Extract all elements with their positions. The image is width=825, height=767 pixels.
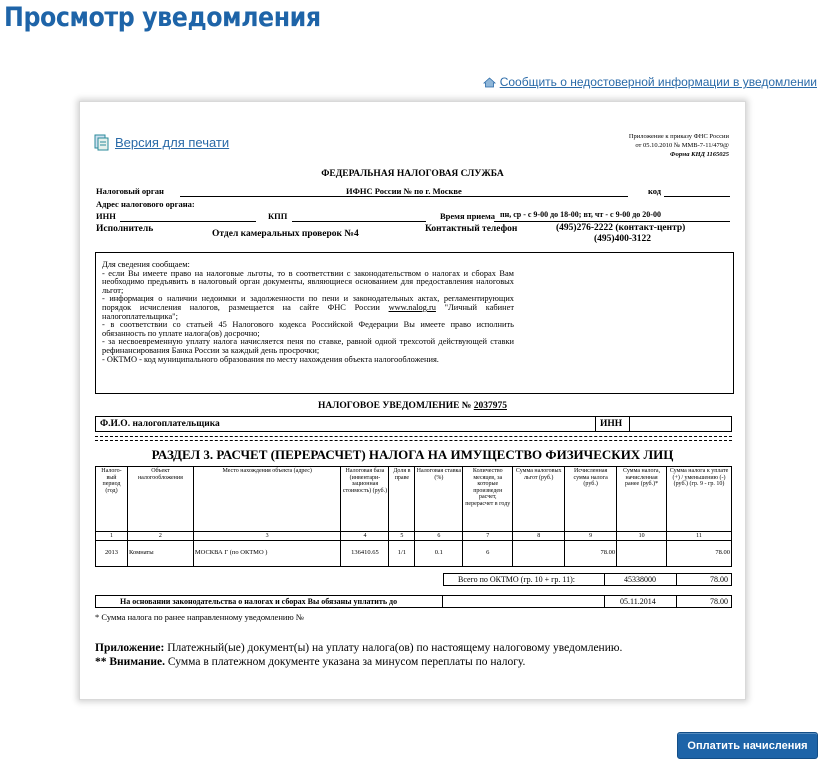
footnote: * Сумма налога по ранее направленному уведомлению № bbox=[95, 612, 305, 622]
column-number: 9 bbox=[565, 532, 617, 541]
column-number: 8 bbox=[513, 532, 565, 541]
table-header: Налого-вый период (год) bbox=[96, 467, 128, 532]
table-cell: 78.00 bbox=[667, 541, 732, 567]
column-number: 7 bbox=[463, 532, 513, 541]
info-text bbox=[102, 261, 514, 364]
tax-authority-underline bbox=[180, 196, 628, 197]
column-number: 2 bbox=[127, 532, 193, 541]
nalog-site-link[interactable]: www.nalog.ru bbox=[388, 302, 436, 312]
print-icon bbox=[94, 134, 109, 151]
phone-value-1: (495)276-2222 (контакт-центр) bbox=[556, 223, 686, 233]
info-p1: - если Вы имеете право на налоговые льготы, то в соответствии с законодательством о налогах и сборах Вам необходимо предъявить в налоговый орган документы, являющиеся основанием для предоставления налоговых льгот; bbox=[102, 268, 514, 295]
column-number: 5 bbox=[389, 532, 415, 541]
annex-line-3: Форма КНД 1165025 bbox=[670, 151, 729, 158]
total-divider-2 bbox=[676, 574, 677, 585]
fns-heading: ФЕДЕРАЛЬНАЯ НАЛОГОВАЯ СЛУЖБА bbox=[321, 169, 504, 179]
total-oktmo-label: Всего по ОКТМО (гр. 10 + гр. 11): bbox=[458, 575, 576, 584]
due-sum: 78.00 bbox=[710, 597, 728, 606]
info-p3: - в соответствии со статьей 45 Налогового кодекса Российской Федерации Вы имеете право исполнить обязанность по уплате налога(ов) досрочно; bbox=[102, 320, 514, 338]
total-oktmo-code: 45338000 bbox=[624, 575, 656, 584]
total-oktmo-bar bbox=[443, 573, 732, 586]
reception-underline bbox=[494, 221, 730, 222]
table-cell bbox=[617, 541, 667, 567]
annex-line-1: Приложение к приказу ФНС России bbox=[628, 133, 729, 140]
tax-authority-value: ИФНС России № по г. Москве bbox=[346, 186, 462, 196]
table-header: Сумма налоговых льгот (руб.) bbox=[513, 467, 565, 532]
table-header: Объект налогообложения bbox=[127, 467, 193, 532]
attention-line: ** Внимание. Сумма в платежном документе указана за минусом переплаты по налогу. bbox=[95, 656, 526, 668]
due-divider-3 bbox=[676, 596, 677, 607]
column-number: 3 bbox=[193, 532, 341, 541]
column-number: 4 bbox=[341, 532, 389, 541]
table-cell: 1/1 bbox=[389, 541, 415, 567]
due-divider-2 bbox=[604, 596, 605, 607]
table-header: Доля в праве bbox=[389, 467, 415, 532]
table-header-row bbox=[96, 467, 732, 532]
dashed-divider bbox=[95, 436, 732, 437]
table-header: Место нахождения объекта (адрес) bbox=[193, 467, 341, 532]
table-number-row bbox=[96, 532, 732, 541]
tax-authority-label: Налоговый орган bbox=[96, 186, 164, 196]
table-header: Сумма налога, начисленная ранее (руб.)* bbox=[617, 467, 667, 532]
payer-inn-label: ИНН bbox=[600, 419, 623, 429]
table-cell: 136410.65 bbox=[341, 541, 389, 567]
inn-underline bbox=[120, 221, 256, 222]
info-p4: - за несвоевременную уплату налога начисляется пеня по ставке, равной одной трехсотой действующей ставки рефинансирования Банка России за каждый день просрочки; bbox=[102, 337, 514, 355]
inn-label: ИНН bbox=[96, 211, 116, 221]
due-divider bbox=[442, 596, 443, 607]
due-bar bbox=[95, 595, 732, 608]
payer-divider bbox=[595, 417, 596, 431]
code-underline bbox=[664, 196, 730, 197]
tax-notice-document bbox=[79, 101, 746, 700]
house-icon bbox=[483, 77, 496, 88]
column-number: 11 bbox=[667, 532, 732, 541]
table-cell: МОСКВА Г (по ОКТМО ) bbox=[193, 541, 341, 567]
address-label: Адрес налогового органа: bbox=[96, 199, 195, 209]
reception-label: Время приема bbox=[440, 211, 495, 221]
annex-line-2: от 05.10.2010 № ММВ-7-11/479@ bbox=[635, 142, 729, 149]
column-number: 10 bbox=[617, 532, 667, 541]
table-header: Исчисленная сумма налога (руб.) bbox=[565, 467, 617, 532]
form-annex-header bbox=[629, 132, 729, 159]
payer-divider-2 bbox=[629, 417, 630, 431]
pay-charges-button[interactable]: Оплатить начисления bbox=[677, 732, 818, 759]
section-title: РАЗДЕЛ 3. РАСЧЕТ (ПЕРЕРАСЧЕТ) НАЛОГА НА ИМУЩЕСТВО ФИЗИЧЕСКИХ ЛИЦ bbox=[151, 447, 674, 462]
due-date: 05.11.2014 bbox=[620, 597, 656, 606]
table-cell: Комнаты bbox=[127, 541, 193, 567]
page-title: Просмотр уведомления bbox=[4, 2, 321, 33]
kpp-underline bbox=[292, 221, 426, 222]
attachment-note bbox=[95, 641, 622, 669]
print-version-link[interactable] bbox=[94, 134, 229, 151]
table-cell: 6 bbox=[463, 541, 513, 567]
notice-number: 2037975 bbox=[473, 401, 507, 411]
column-number: 6 bbox=[415, 532, 463, 541]
info-box bbox=[95, 252, 734, 394]
tax-calc-table bbox=[95, 466, 732, 567]
phone-label: Контактный телефон bbox=[425, 224, 518, 234]
due-label: На основании законодательства о налогах и сборах Вы обязаны уплатить до bbox=[120, 597, 398, 606]
code-label: код bbox=[648, 186, 662, 196]
info-intro: Для сведения сообщаем: bbox=[102, 260, 190, 269]
reception-value: пн, ср - с 9-00 до 18-00; вт, чт - с 9-00 до 20-00 bbox=[500, 210, 661, 219]
payer-name-label: Ф.И.О. налогоплательщика bbox=[100, 419, 220, 429]
table-header: Сумма налога к уплате (+) / уменьшению (-) (руб.) (гр. 9 - гр. 10) bbox=[667, 467, 732, 532]
table-cell: 78.00 bbox=[565, 541, 617, 567]
total-divider bbox=[604, 574, 605, 585]
info-p2: - информация о наличии недоимки и задолженности по пени и законодательных актах, регламентирующих порядок исчисления налогов, размещается на сайте ФНС России www.nalog.ru "Личный кабинет налогоплательщика"; bbox=[102, 294, 515, 321]
phone-value-2: (495)400-3122 bbox=[594, 234, 651, 244]
report-misinfo-label[interactable]: Сообщить о недостоверной информации в уведомлении bbox=[499, 75, 817, 89]
kpp-label: КПП bbox=[268, 211, 288, 221]
print-version-label[interactable]: Версия для печати bbox=[115, 135, 230, 150]
executor-value: Отдел камеральных проверок №4 bbox=[212, 229, 359, 239]
table-header: Количество месяцев, за которые произведен расчет, перерасчет в году bbox=[463, 467, 513, 532]
attachment-line: Приложение: Платежный(ые) документ(ы) на уплату налога(ов) по настоящему налоговому уведомлению. bbox=[95, 642, 623, 654]
table-cell: 2013 bbox=[96, 541, 128, 567]
column-number: 1 bbox=[96, 532, 128, 541]
report-misinfo-link[interactable] bbox=[483, 75, 817, 89]
dashed-divider-2 bbox=[95, 440, 732, 441]
total-oktmo-sum: 78.00 bbox=[710, 575, 728, 584]
executor-label: Исполнитель bbox=[96, 224, 154, 234]
notice-number-heading: НАЛОГОВОЕ УВЕДОМЛЕНИЕ № 2037975 bbox=[318, 401, 507, 411]
info-p5: - ОКТМО - код муниципального образования по месту нахождения объекта налогообложения. bbox=[102, 354, 439, 364]
table-row bbox=[96, 541, 732, 567]
table-header: Налоговая база (инвентари-зационная стоимость) (руб.) bbox=[341, 467, 389, 532]
table-cell bbox=[513, 541, 565, 567]
table-header: Налоговая ставка (%) bbox=[415, 467, 463, 532]
table-cell: 0.1 bbox=[415, 541, 463, 567]
payer-bar bbox=[95, 416, 732, 432]
